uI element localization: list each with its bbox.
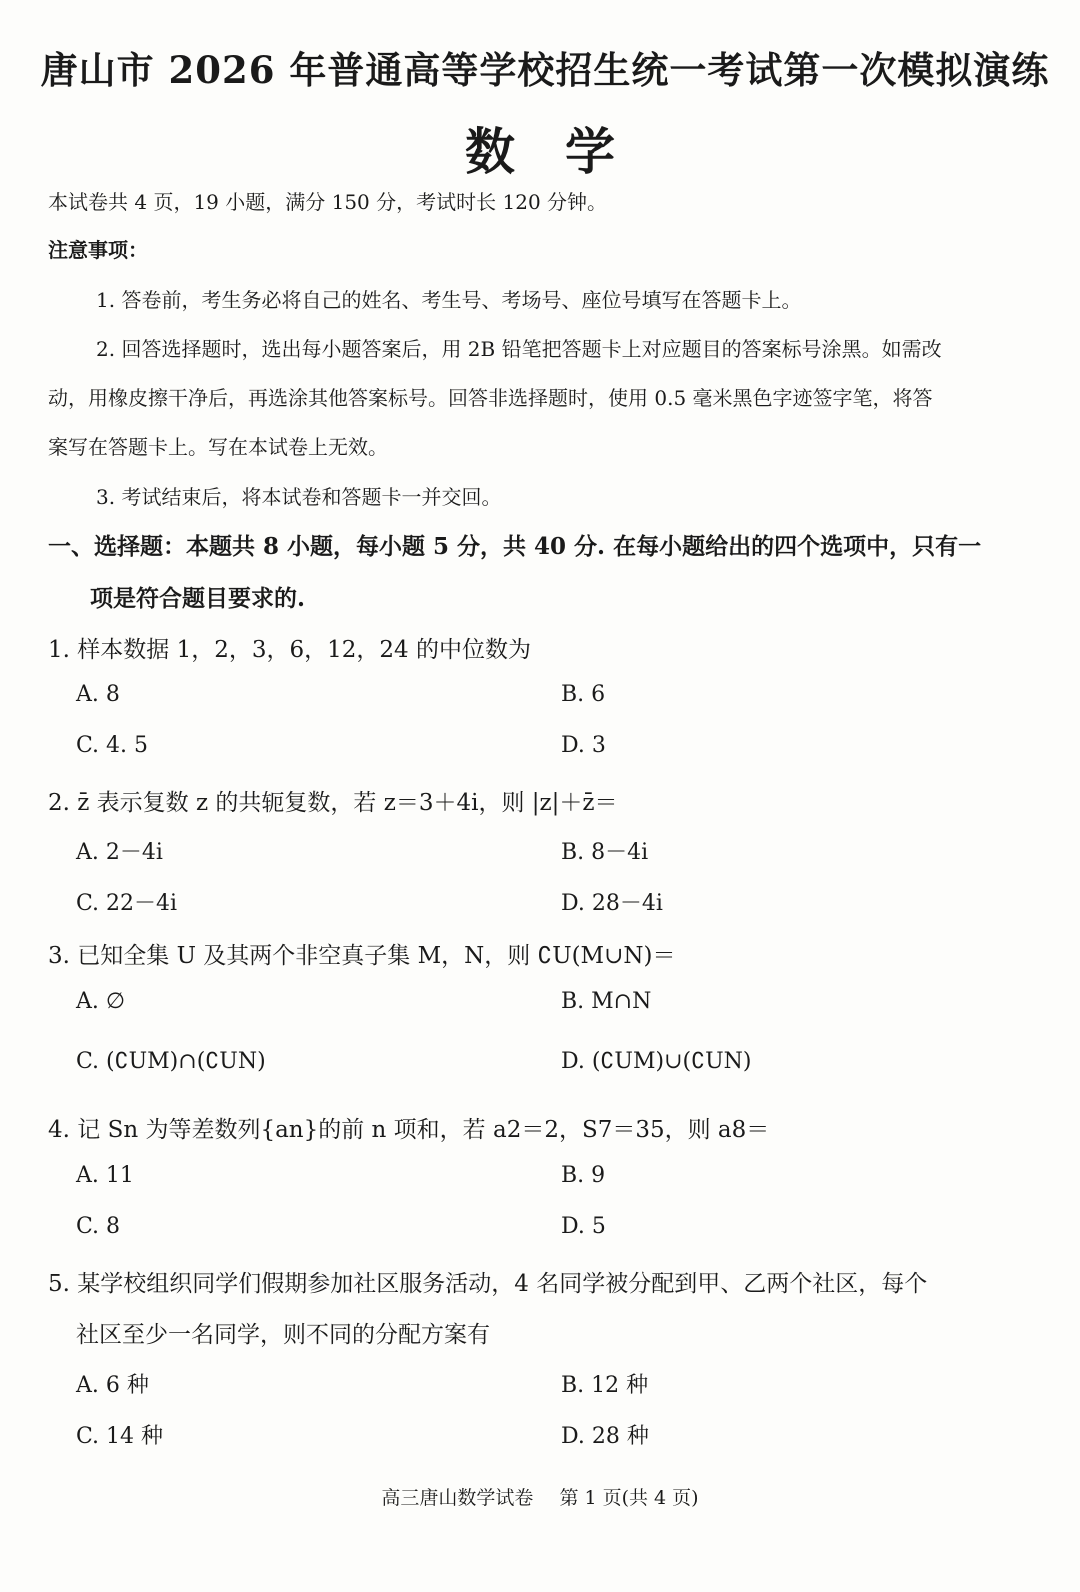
question-3-option-c: C. (∁UM)∩(∁UN) xyxy=(76,1049,266,1074)
question-5-option-d: D. 28 种 xyxy=(561,1424,649,1449)
question-5-stem-line-1: 5. 某学校组织同学们假期参加社区服务活动，4 名同学被分配到甲、乙两个社区，每个 xyxy=(48,1271,928,1297)
notice-item-3: 3. 考试结束后，将本试卷和答题卡一并交回。 xyxy=(96,485,502,509)
question-5-option-b: B. 12 种 xyxy=(561,1373,649,1398)
question-5-option-c: C. 14 种 xyxy=(76,1424,164,1449)
section-heading-line-2: 项是符合题目要求的. xyxy=(90,585,306,612)
subject-title: 数学 xyxy=(465,122,665,181)
question-2-option-c: C. 22－4i xyxy=(76,891,178,916)
question-4-stem: 4. 记 Sn 为等差数列{an}的前 n 项和，若 a2＝2，S7＝35，则 a8＝ xyxy=(48,1117,770,1143)
question-5-option-a: A. 6 种 xyxy=(76,1373,149,1398)
exam-intro: 本试卷共 4 页，19 小题，满分 150 分，考试时长 120 分钟。 xyxy=(48,190,608,214)
notice-item-2-line-3: 案写在答题卡上。写在本试卷上无效。 xyxy=(48,435,388,459)
question-1-option-c: C. 4. 5 xyxy=(76,733,149,758)
question-1-option-d: D. 3 xyxy=(561,733,606,758)
question-4-option-b: B. 9 xyxy=(561,1163,606,1188)
question-1-option-b: B. 6 xyxy=(561,682,606,707)
question-4-option-c: C. 8 xyxy=(76,1214,121,1239)
question-2-option-d: D. 28－4i xyxy=(561,891,663,916)
question-2-option-b: B. 8－4i xyxy=(561,840,649,865)
question-3-option-d: D. (∁UM)∪(∁UN) xyxy=(561,1049,752,1074)
page-footer xyxy=(0,1483,1080,1510)
question-1-option-a: A. 8 xyxy=(76,682,120,707)
question-3-option-a: A. ∅ xyxy=(76,989,126,1014)
question-2-option-a: A. 2－4i xyxy=(76,840,163,865)
question-4-option-d: D. 5 xyxy=(561,1214,606,1239)
footer-exam-name: 高三唐山数学试卷 xyxy=(381,1487,534,1509)
question-5-stem-line-2: 社区至少一名同学，则不同的分配方案有 xyxy=(76,1322,490,1348)
notice-item-2-line-2: 动，用橡皮擦干净后，再选涂其他答案标号。回答非选择题时，使用 0.5 毫米黑色字迹签字笔，将答 xyxy=(48,386,933,410)
notice-heading: 注意事项： xyxy=(48,238,148,262)
footer-page-number: 第 1 页(共 4 页) xyxy=(559,1487,699,1509)
notice-item-2-line-1: 2. 回答选择题时，选出每小题答案后，用 2B 铅笔把答题卡上对应题目的答案标号涂黑。如需改 xyxy=(96,337,942,361)
question-3-stem: 3. 已知全集 U 及其两个非空真子集 M，N，则 ∁U(M∪N)＝ xyxy=(48,943,676,969)
question-2-stem: 2. z̄ 表示复数 z 的共轭复数，若 z＝3＋4i，则 |z|＋z̄＝ xyxy=(48,790,618,816)
section-heading-line-1: 一、选择题：本题共 8 小题，每小题 5 分，共 40 分. 在每小题给出的四个选项中，只有一 xyxy=(48,533,982,560)
exam-title: 唐山市 2026 年普通高等学校招生统一考试第一次模拟演练 xyxy=(40,48,1050,92)
notice-item-1: 1. 答卷前，考生务必将自己的姓名、考生号、考场号、座位号填写在答题卡上。 xyxy=(96,288,802,312)
question-3-option-b: B. M∩N xyxy=(561,989,652,1014)
question-4-option-a: A. 11 xyxy=(76,1163,134,1188)
question-1-stem: 1. 样本数据 1，2，3，6，12，24 的中位数为 xyxy=(48,637,531,663)
